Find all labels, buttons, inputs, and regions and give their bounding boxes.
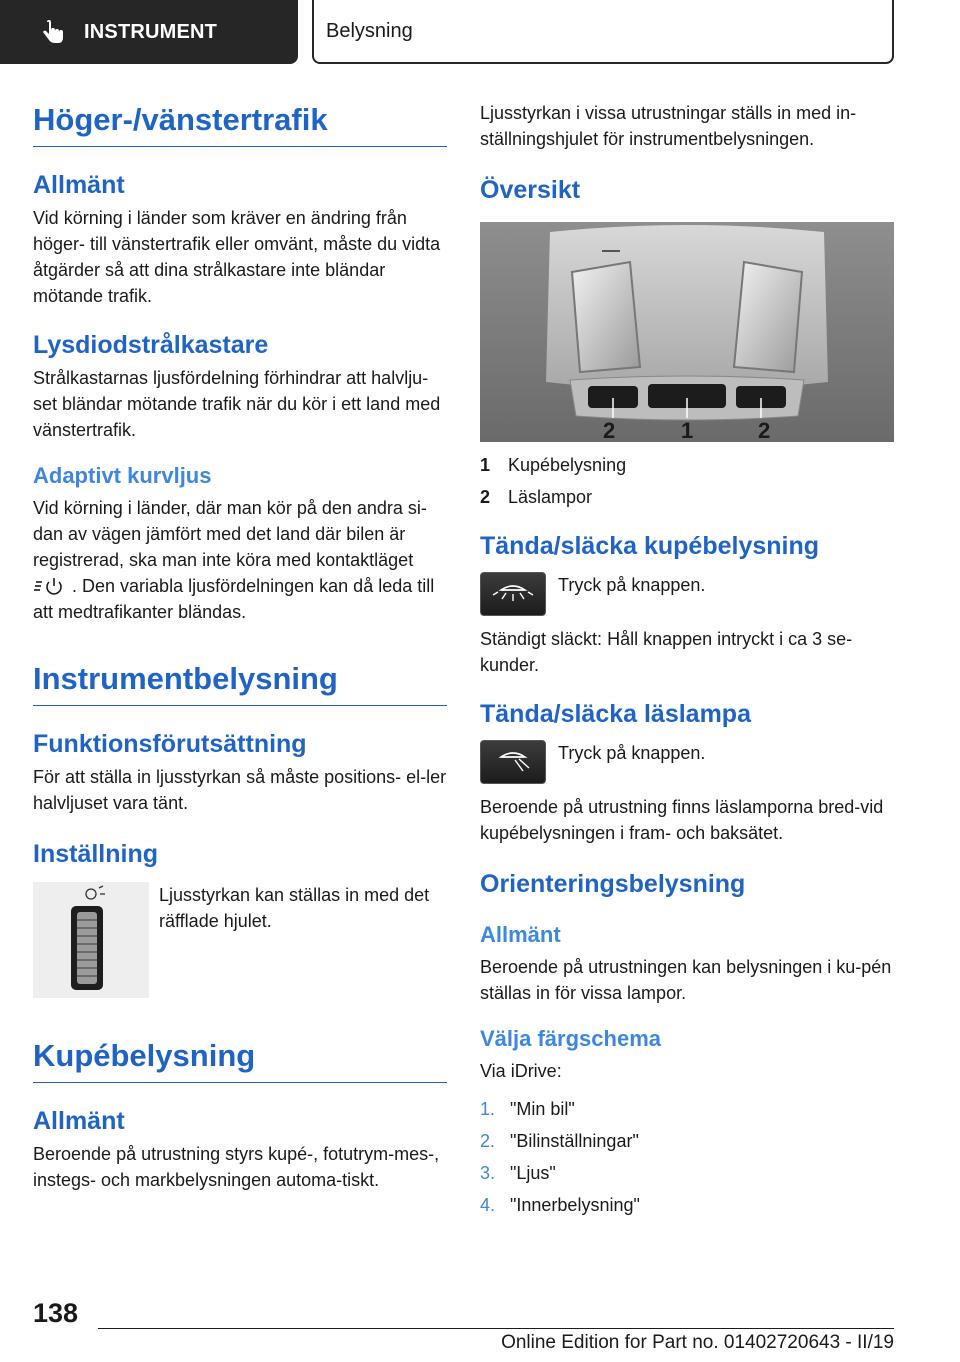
intro-text: Ljusstyrkan i vissa utrustningar ställs in med in-ställningshjulet för instrumentbelysningen. <box>480 103 857 149</box>
section-tab <box>0 0 298 64</box>
callout-left: 2 <box>603 418 616 442</box>
step-number: 4. <box>480 1195 496 1215</box>
step-item <box>480 1128 894 1154</box>
dimmer-wheel-icon <box>33 882 149 998</box>
reading-heading: Tända/släcka läslampa <box>480 700 751 728</box>
color-heading: Välja färgschema <box>480 1026 661 1051</box>
cabin-general-heading: Allmänt <box>33 1107 125 1135</box>
left-column <box>33 100 447 1193</box>
section-tab-label: INSTRUMENT <box>84 20 218 43</box>
orient-heading: Orienteringsbelysning <box>480 870 746 898</box>
callout-right: 2 <box>758 418 771 442</box>
led-text: Strålkastarnas ljusfördelning förhindrar att halvlju-set bländar mötande trafik när du kör i ett land med vänstertrafik. <box>33 368 441 440</box>
callout-center: 1 <box>681 418 694 442</box>
step-number: 1. <box>480 1099 496 1119</box>
step-label: "Bilinställningar" <box>510 1131 639 1151</box>
general-heading: Allmänt <box>33 171 125 199</box>
general-text: Vid körning i länder som kräver en ändring från höger- till vänstertrafik eller omvänt, måste du vidta åtgärder så att dina strålkastare inte bländar mötande trafik. <box>33 208 441 306</box>
legend-item <box>480 452 894 478</box>
reading-light-button-image <box>480 740 546 784</box>
orient-general-heading: Allmänt <box>480 922 561 947</box>
legend-item <box>480 484 894 510</box>
func-text: För att ställa in ljusstyrkan så måste positions- el-ler halvljuset vara tänt. <box>33 767 447 813</box>
page-number: 138 <box>33 1298 79 1328</box>
step-item <box>480 1160 894 1186</box>
cabin-toggle-heading: Tända/släcka kupébelysning <box>480 532 820 560</box>
step-label: "Min bil" <box>510 1099 575 1119</box>
reading-text: Tryck på knappen. <box>558 743 706 763</box>
step-number: 3. <box>480 1163 496 1183</box>
topic-tab-label: Belysning <box>326 19 413 42</box>
cabin-general-text: Beroende på utrustning styrs kupé-, fotutrym-mes-, instegs- och markbelysningen automa-tiskt. <box>33 1144 440 1190</box>
idrive-steps <box>480 1096 894 1218</box>
hand-pointer-icon <box>40 19 66 45</box>
cabin-title: Kupébelysning <box>33 1036 447 1083</box>
overview-legend <box>480 452 894 510</box>
step-label: "Innerbelysning" <box>510 1195 640 1215</box>
ignition-key-icon <box>33 576 67 596</box>
traffic-title: Höger-/vänstertrafik <box>33 100 447 147</box>
overview-heading: Översikt <box>480 176 581 204</box>
topic-tab <box>312 0 894 64</box>
cabin-light-button-image <box>480 572 546 616</box>
adaptive-text <box>33 495 447 625</box>
setting-heading: Inställning <box>33 840 158 868</box>
step-label: "Ljus" <box>510 1163 556 1183</box>
overhead-console-image <box>480 222 894 442</box>
adaptive-heading: Adaptivt kurvljus <box>33 463 212 488</box>
cabin-light-icon <box>481 573 545 615</box>
adaptive-text-before: Vid körning i länder, där man kör på den andra si-dan av vägen jämfört med det land där bilen är registrerad, ska man inte köra med kontaktläget <box>33 498 427 570</box>
step-item <box>480 1192 894 1218</box>
legend-label: Läslampor <box>508 487 593 507</box>
dimmer-wheel-image <box>33 882 149 998</box>
orient-general-text: Beroende på utrustningen kan belysningen i ku-pén ställas in för vissa lampor. <box>480 957 892 1003</box>
led-heading: Lysdiodstrålkastare <box>33 331 269 359</box>
step-item <box>480 1096 894 1122</box>
adaptive-text-after: . Den variabla ljusfördelningen kan då leda till att medtrafikanter bländas. <box>33 576 435 622</box>
instrument-title: Instrumentbelysning <box>33 659 447 706</box>
right-column <box>480 100 894 1224</box>
reading-info: Beroende på utrustning finns läslamporna bred-vid kupébelysningen i fram- och baksätet. <box>480 797 884 843</box>
footer-divider <box>98 1328 894 1329</box>
cabin-toggle-text: Tryck på knappen. <box>558 575 706 595</box>
legend-number: 2 <box>480 487 491 507</box>
step-number: 2. <box>480 1131 496 1151</box>
setting-text: Ljusstyrkan kan ställas in med det räfflade hjulet. <box>159 885 430 931</box>
page-header <box>0 0 960 66</box>
cabin-off-text: Ständigt släckt: Håll knappen intryckt i ca 3 se-kunder. <box>480 629 853 675</box>
func-heading: Funktionsförutsättning <box>33 730 307 758</box>
legend-label: Kupébelysning <box>508 455 627 475</box>
color-text: Via iDrive: <box>480 1061 562 1081</box>
edition-text: Online Edition for Part no. 01402720643 - II/19 <box>501 1332 894 1353</box>
legend-number: 1 <box>480 455 491 475</box>
reading-light-icon <box>481 741 545 783</box>
